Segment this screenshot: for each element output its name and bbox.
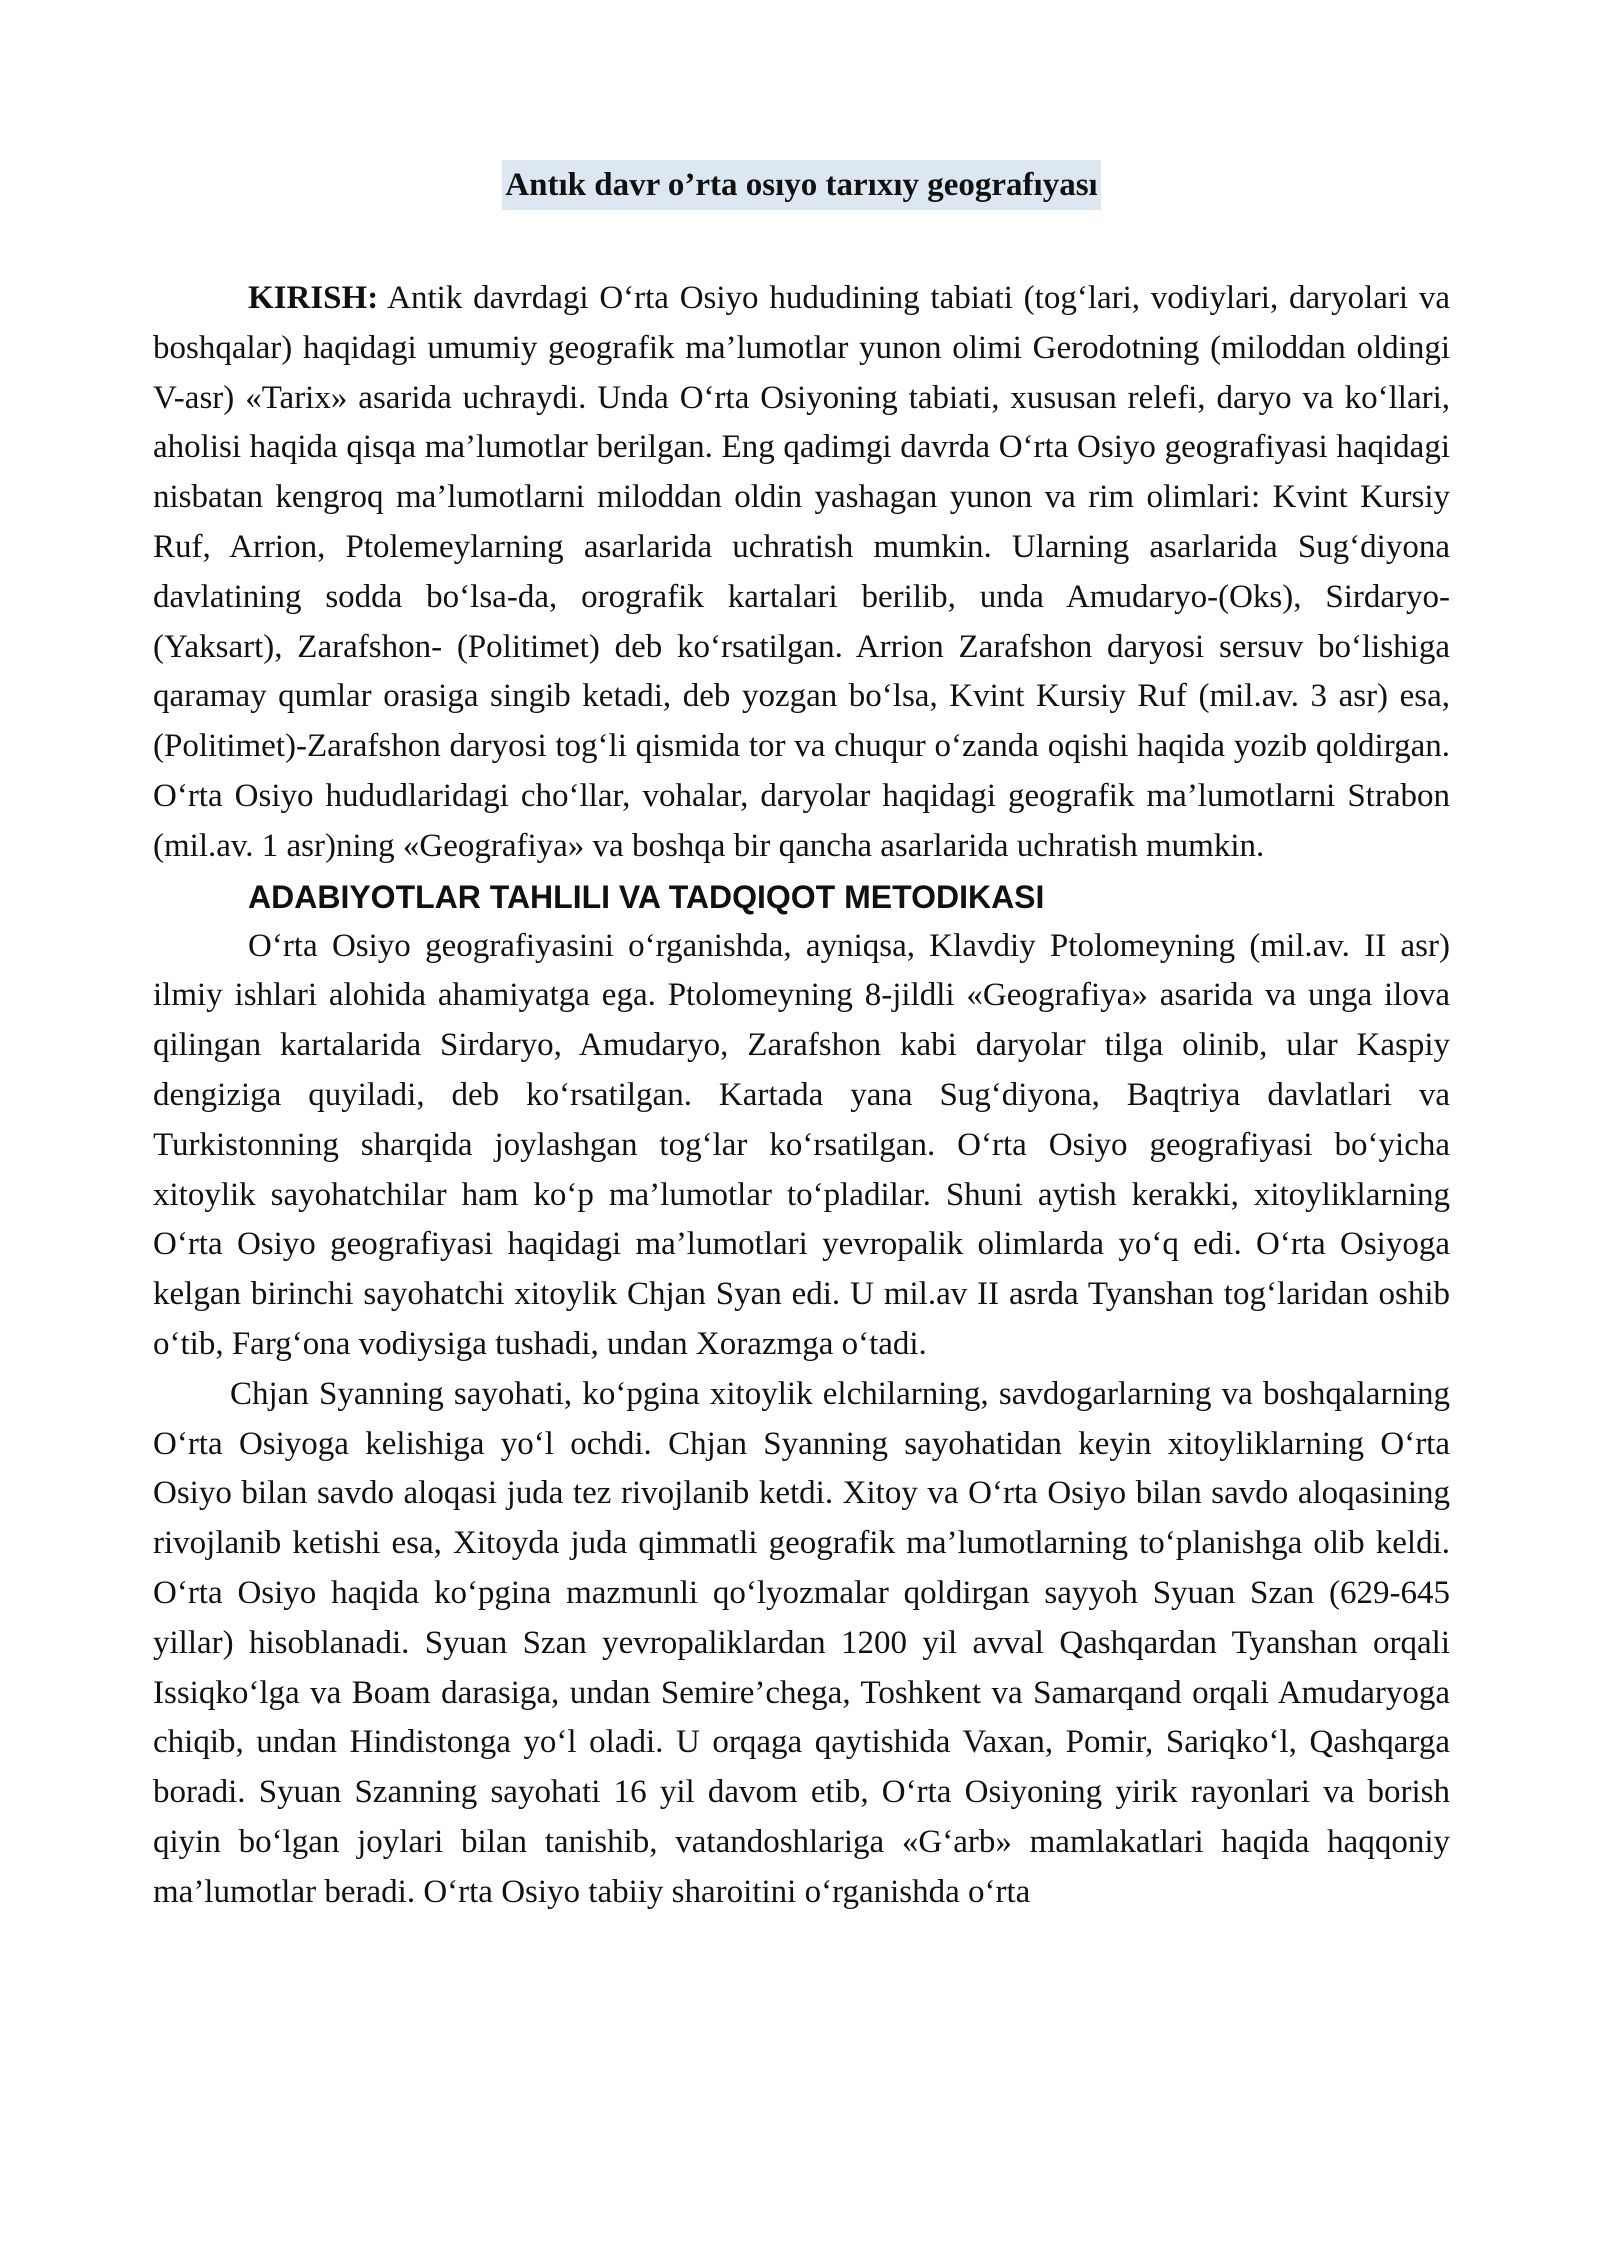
body-paragraph-2: O‘rta Osiyo geografiyasini o‘rganishda, ayniqsa, Klavdiy Ptolomeyning (mil.av. II asr) ilmiy ishlari alohida ahamiyatga ega. Ptolomeyning 8-jildli «Geografiya» asarida va unga ilova qilingan kartalarida Sirdaryo, Amudaryo, Zarafshon kabi daryolar tilga olinib, ular Kaspiy dengiziga quyiladi, deb ko‘rsatilgan. Kartada yana Sug‘diyona, Baqtriya davlatlari va Turkistonning sharqida joylashgan tog‘lar ko‘rsatilgan. O‘rta Osiyo geografiyasi bo‘yicha xitoylik sayohatchilar ham ko‘p ma’lumotlar to‘pladilar. Shuni aytish kerakki, xitoyliklarning O‘rta Osiyo geografiyasi haqidagi ma’lumotlari yevropalik olimlarda yo‘q edi. O‘rta Osiyoga kelgan birinchi sayohatchi xitoylik Chjan Syan edi. U mil.av II asrda Tyanshan tog‘laridan oshib o‘tib, Farg‘ona vodiysiga tushadi, undan Xorazmga o‘tadi. — [153, 927, 1450, 1362]
section-heading: ADABIYOTLAR TAHLILI VA TADQIQOT METODIKASI — [248, 878, 1045, 915]
body-paragraph-3: Chjan Syanning sayohati, ko‘pgina xitoylik elchilarning, savdogarlarning va boshqalarning O‘rta Osiyoga kelishiga yo‘l ochdi. Chjan Syanning sayohatidan keyin xitoyliklarning O‘rta Osiyo bilan savdo aloqasi juda tez rivojlanib ketdi. Xitoy va O‘rta Osiyo bilan savdo aloqasining rivojlanib ketishi esa, Xitoyda juda qimmatli geografik ma’lumotlarning to‘planishga olib keldi. O‘rta Osiyo haqida ko‘pgina mazmunli qo‘lyozmalar qoldirgan sayyoh Syuan Szan (629-645 yillar) hisoblanadi. Syuan Szan yevropaliklardan 1200 yil avval Qashqardan Tyanshan orqali Issiqko‘lga va Boam darasiga, undan Semire’chega, Toshkent va Samarqand orqali Amudaryoga chiqib, undan Hindistonga yo‘l oladi. U orqaga qaytishida Vaxan, Pomir, Sariqko‘l, Qashqarga boradi. Syuan Szanning sayohati 16 yil davom etib, O‘rta Osiyoning yirik rayonlari va borish qiyin bo‘lgan joylari bilan tanishib, vatandoshlariga «G‘arb» mamlakatlari haqida haqqoniy ma’lumotlar beradi. O‘rta Osiyo tabiiy sharoitini o‘rganishda o‘rta — [153, 1375, 1450, 1910]
document-page — [153, 160, 1450, 1918]
intro-lead: KIRISH: — [248, 280, 379, 316]
title-container — [153, 160, 1450, 210]
intro-text: Antik davrdagi O‘rta Osiyo hududining tabiati (tog‘lari, vodiylari, daryolari va boshqalar) haqidagi umumiy geografik ma’lumotlar yunon olimi Gerodotning (miloddan oldingi V-asr) «Tarix» asarida uchraydi. Unda O‘rta Osiyoning tabiati, xususan relefi, daryo va ko‘llari, aholisi haqida qisqa ma’lumotlar berilgan. Eng qadimgi davrda O‘rta Osiyo geografiyasi haqidagi nisbatan kengroq ma’lumotlarni miloddan oldin yashagan yunon va rim olimlari: Kvint Kursiy Ruf, Arrion, Ptolemeylarning asarlarida uchratish mumkin. Ularning asarlarida Sug‘diyona davlatining sodda bo‘lsa-da, orografik kartalari berilib, unda Amudaryo-(Oks), Sirdaryo-(Yaksart), Zarafshon- (Politimet) deb ko‘rsatilgan. Arrion Zarafshon daryosi sersuv bo‘lishiga qaramay qumlar orasiga singib ketadi, deb yozgan bo‘lsa, Kvint Kursiy Ruf (mil.av. 3 asr) esa, (Politimet)-Zarafshon daryosi tog‘li qismida tor va chuqur o‘zanda oqishi haqida yozib qoldirgan. O‘rta Osiyo hududlaridagi cho‘llar, vohalar, daryolar haqidagi geografik ma’lumotlarni Strabon (mil.av. 1 asr)ning «Geografiya» va boshqa bir qancha asarlarida uchratish mumkin. — [153, 280, 1450, 864]
document-title: Antık davr o’rta osıyo tarıxıy geografıyası — [502, 160, 1100, 210]
intro-paragraph — [153, 274, 1450, 872]
